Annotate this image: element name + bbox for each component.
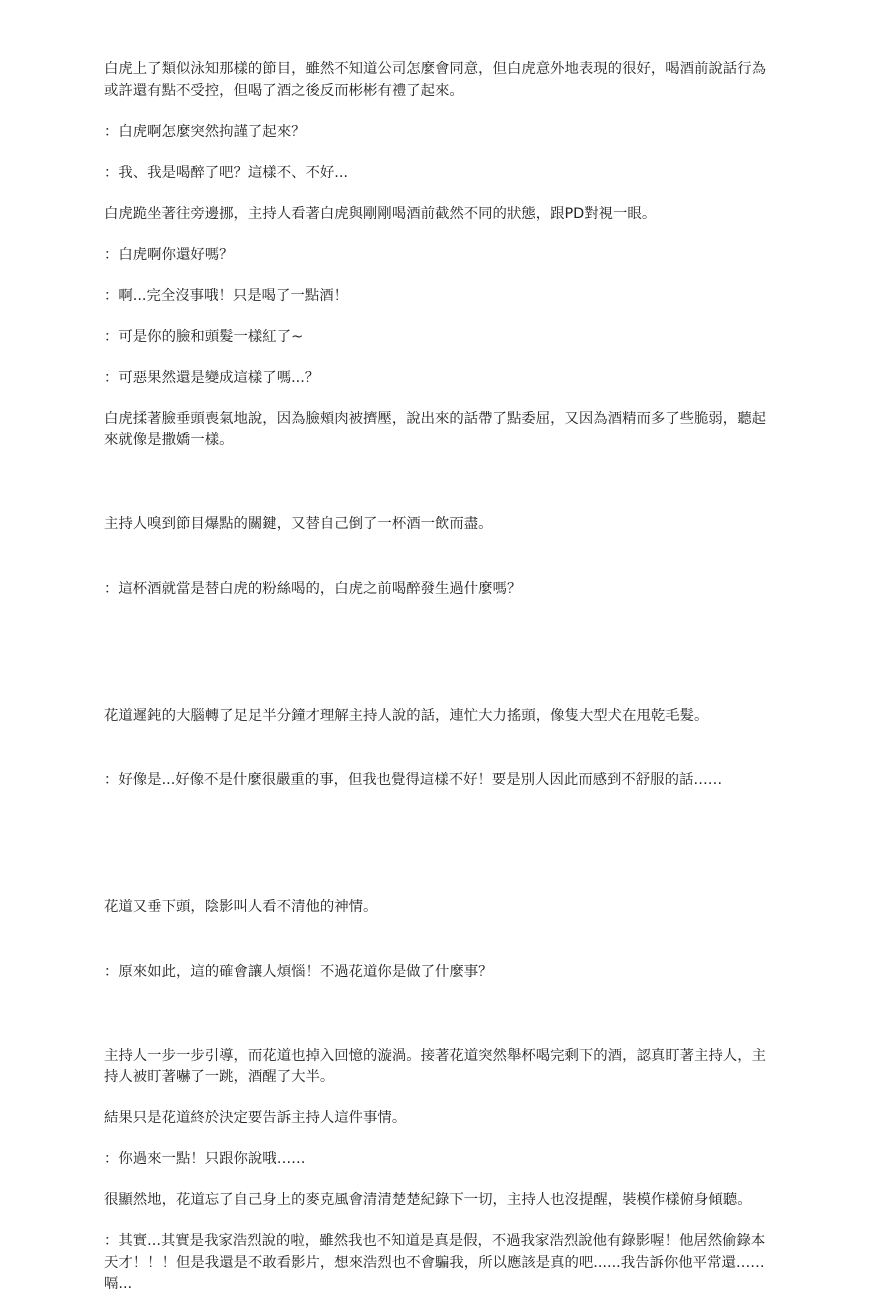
paragraph-16 bbox=[104, 1190, 769, 1212]
paragraph-line: 白虎揉著臉垂頭喪氣地說，因為臉頰肉被擠壓，說出來的話帶了點委屈，又因為酒精而多了些脆弱，聽起來就像是撒嬌一樣。 bbox=[104, 410, 766, 448]
paragraph-line: 白虎跪坐著往旁邊挪，主持人看著白虎與剛剛喝酒前截然不同的狀態，跟PD對視一眼。 bbox=[104, 205, 657, 222]
paragraph-line: ：啊...完全沒事哦！只是喝了一點酒！ bbox=[104, 287, 348, 304]
paragraph-line: 很顯然地，花道忘了自己身上的麥克風會清清楚楚紀錄下一切，主持人也沒提醒，裝模作樣俯身傾聽。 bbox=[104, 1192, 752, 1208]
paragraph-17 bbox=[104, 1231, 769, 1296]
paragraph-9 bbox=[104, 409, 769, 452]
paragraph-10 bbox=[104, 471, 769, 643]
paragraph-line: 花道遲鈍的大腦轉了足足半分鐘才理解主持人說的話，連忙大力搖頭，像隻大型犬在甩乾毛髮。 bbox=[104, 707, 709, 724]
paragraph-line: 花道又垂下頭，陰影叫人看不清他的神情。 bbox=[104, 899, 378, 915]
paragraph-line: ：我、我是喝醉了吧？這樣不、不好... bbox=[104, 164, 348, 181]
paragraph-7 bbox=[104, 327, 769, 349]
paragraph-11 bbox=[104, 663, 769, 835]
paragraph-line: ：好像是...好像不是什麼很嚴重的事，但我也覺得這樣不好！要是別人因此而感到不舒服的話…… bbox=[104, 772, 723, 788]
paragraph-line: ：其實...其實是我家浩烈說的啦，雖然我也不知道是真是假，不過我家浩烈說他有錄影喔！他居然偷錄本天才！！！但是我還是不敢看影片，想來浩烈也不會騙我，所以應該是真的吧......我告訴你他平常還……嗝... bbox=[104, 1233, 766, 1292]
paragraph-1 bbox=[104, 59, 769, 102]
paragraph-8 bbox=[104, 368, 769, 390]
paragraph-2 bbox=[104, 122, 769, 144]
paragraph-line: ：這杯酒就當是替白虎的粉絲喝的，白虎之前喝醉發生過什麼嗎？ bbox=[104, 580, 522, 597]
paragraph-13 bbox=[104, 1046, 769, 1089]
paragraph-6 bbox=[104, 286, 769, 308]
paragraph-5 bbox=[104, 245, 769, 267]
paragraph-line: 結果只是花道終於決定要告訴主持人這件事情。 bbox=[104, 1110, 407, 1126]
paragraph-line: ：原來如此，這的確會讓人煩惱！不過花道你是做了什麼事？ bbox=[104, 963, 493, 980]
paragraph-line: ：白虎啊怎麼突然拘謹了起來？ bbox=[104, 123, 306, 140]
paragraph-line: ：可惡果然還是變成這樣了嗎...？ bbox=[104, 369, 320, 386]
paragraph-line: 主持人嗅到節目爆點的關鍵，又替自己倒了一杯酒一飲而盡。 bbox=[104, 516, 493, 532]
document-page bbox=[104, 59, 769, 1315]
paragraph-4 bbox=[104, 204, 769, 226]
paragraph-12 bbox=[104, 854, 769, 1026]
paragraph-15 bbox=[104, 1149, 769, 1171]
paragraph-line: ：白虎啊你還好嗎？ bbox=[104, 246, 234, 263]
paragraph-line: ：可是你的臉和頭髮一樣紅了~ bbox=[104, 328, 304, 345]
paragraph-3 bbox=[104, 163, 769, 185]
paragraph-line: ：你過來一點！只跟你說哦…… bbox=[104, 1151, 306, 1167]
paragraph-14 bbox=[104, 1108, 769, 1130]
paragraph-line: 主持人一步一步引導，而花道也掉入回憶的漩渦。接著花道突然舉杯喝完剩下的酒，認真盯著主持人，主持人被盯著嚇了一跳，酒醒了大半。 bbox=[104, 1047, 766, 1085]
paragraph-line: 白虎上了類似泳知那樣的節目，雖然不知道公司怎麼會同意，但白虎意外地表現的很好，喝酒前說話行為或許還有點不受控，但喝了酒之後反而彬彬有禮了起來。 bbox=[104, 61, 766, 99]
